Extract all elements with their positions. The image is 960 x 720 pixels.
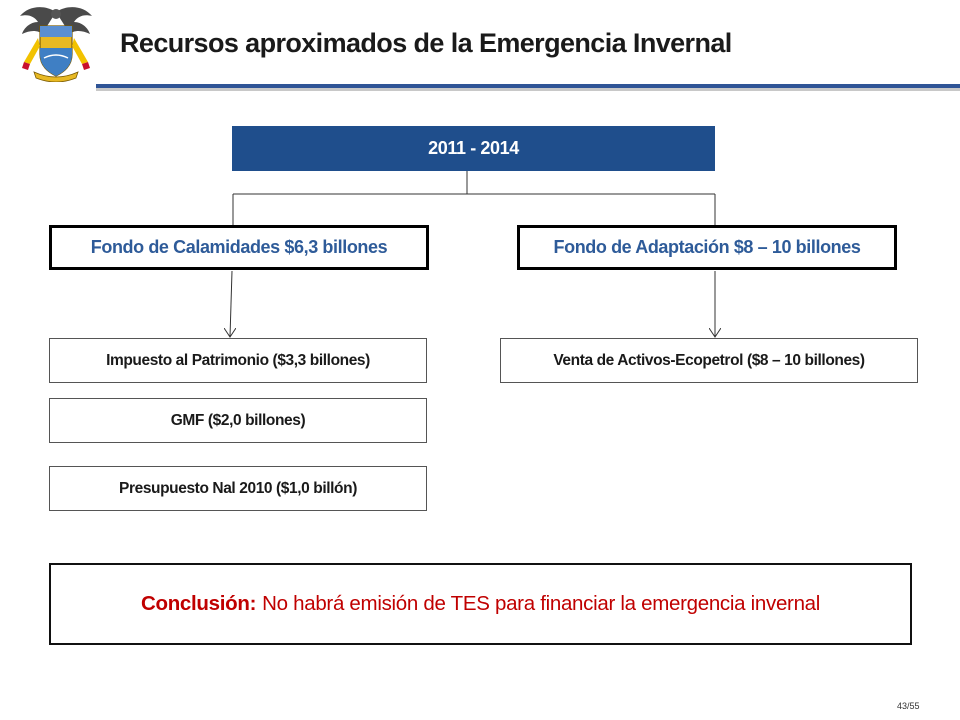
fondo-adaptacion-box: Fondo de Adaptación $8 – 10 billones <box>517 225 897 270</box>
page-number: 43/55 <box>897 701 920 711</box>
page-title: Recursos aproximados de la Emergencia Invernal <box>120 28 732 58</box>
source-gmf: GMF ($2,0 billones) <box>49 398 427 443</box>
source-impuesto-patrimonio: Impuesto al Patrimonio ($3,3 billones) <box>49 338 427 383</box>
fondo-calamidades-box: Fondo de Calamidades $6,3 billones <box>49 225 429 270</box>
conclusion-label: Conclusión: <box>140 592 257 615</box>
source-presupuesto-nal: Presupuesto Nal 2010 ($1,0 billón) <box>49 466 427 511</box>
conclusion-box <box>49 563 912 645</box>
conclusion-text: No habrá emisión de TES para financiar la emergencia invernal <box>262 592 821 615</box>
period-box: 2011 - 2014 <box>232 126 715 171</box>
source-venta-activos: Venta de Activos-Ecopetrol ($8 – 10 billones) <box>500 338 918 383</box>
arrow-left <box>230 271 232 337</box>
